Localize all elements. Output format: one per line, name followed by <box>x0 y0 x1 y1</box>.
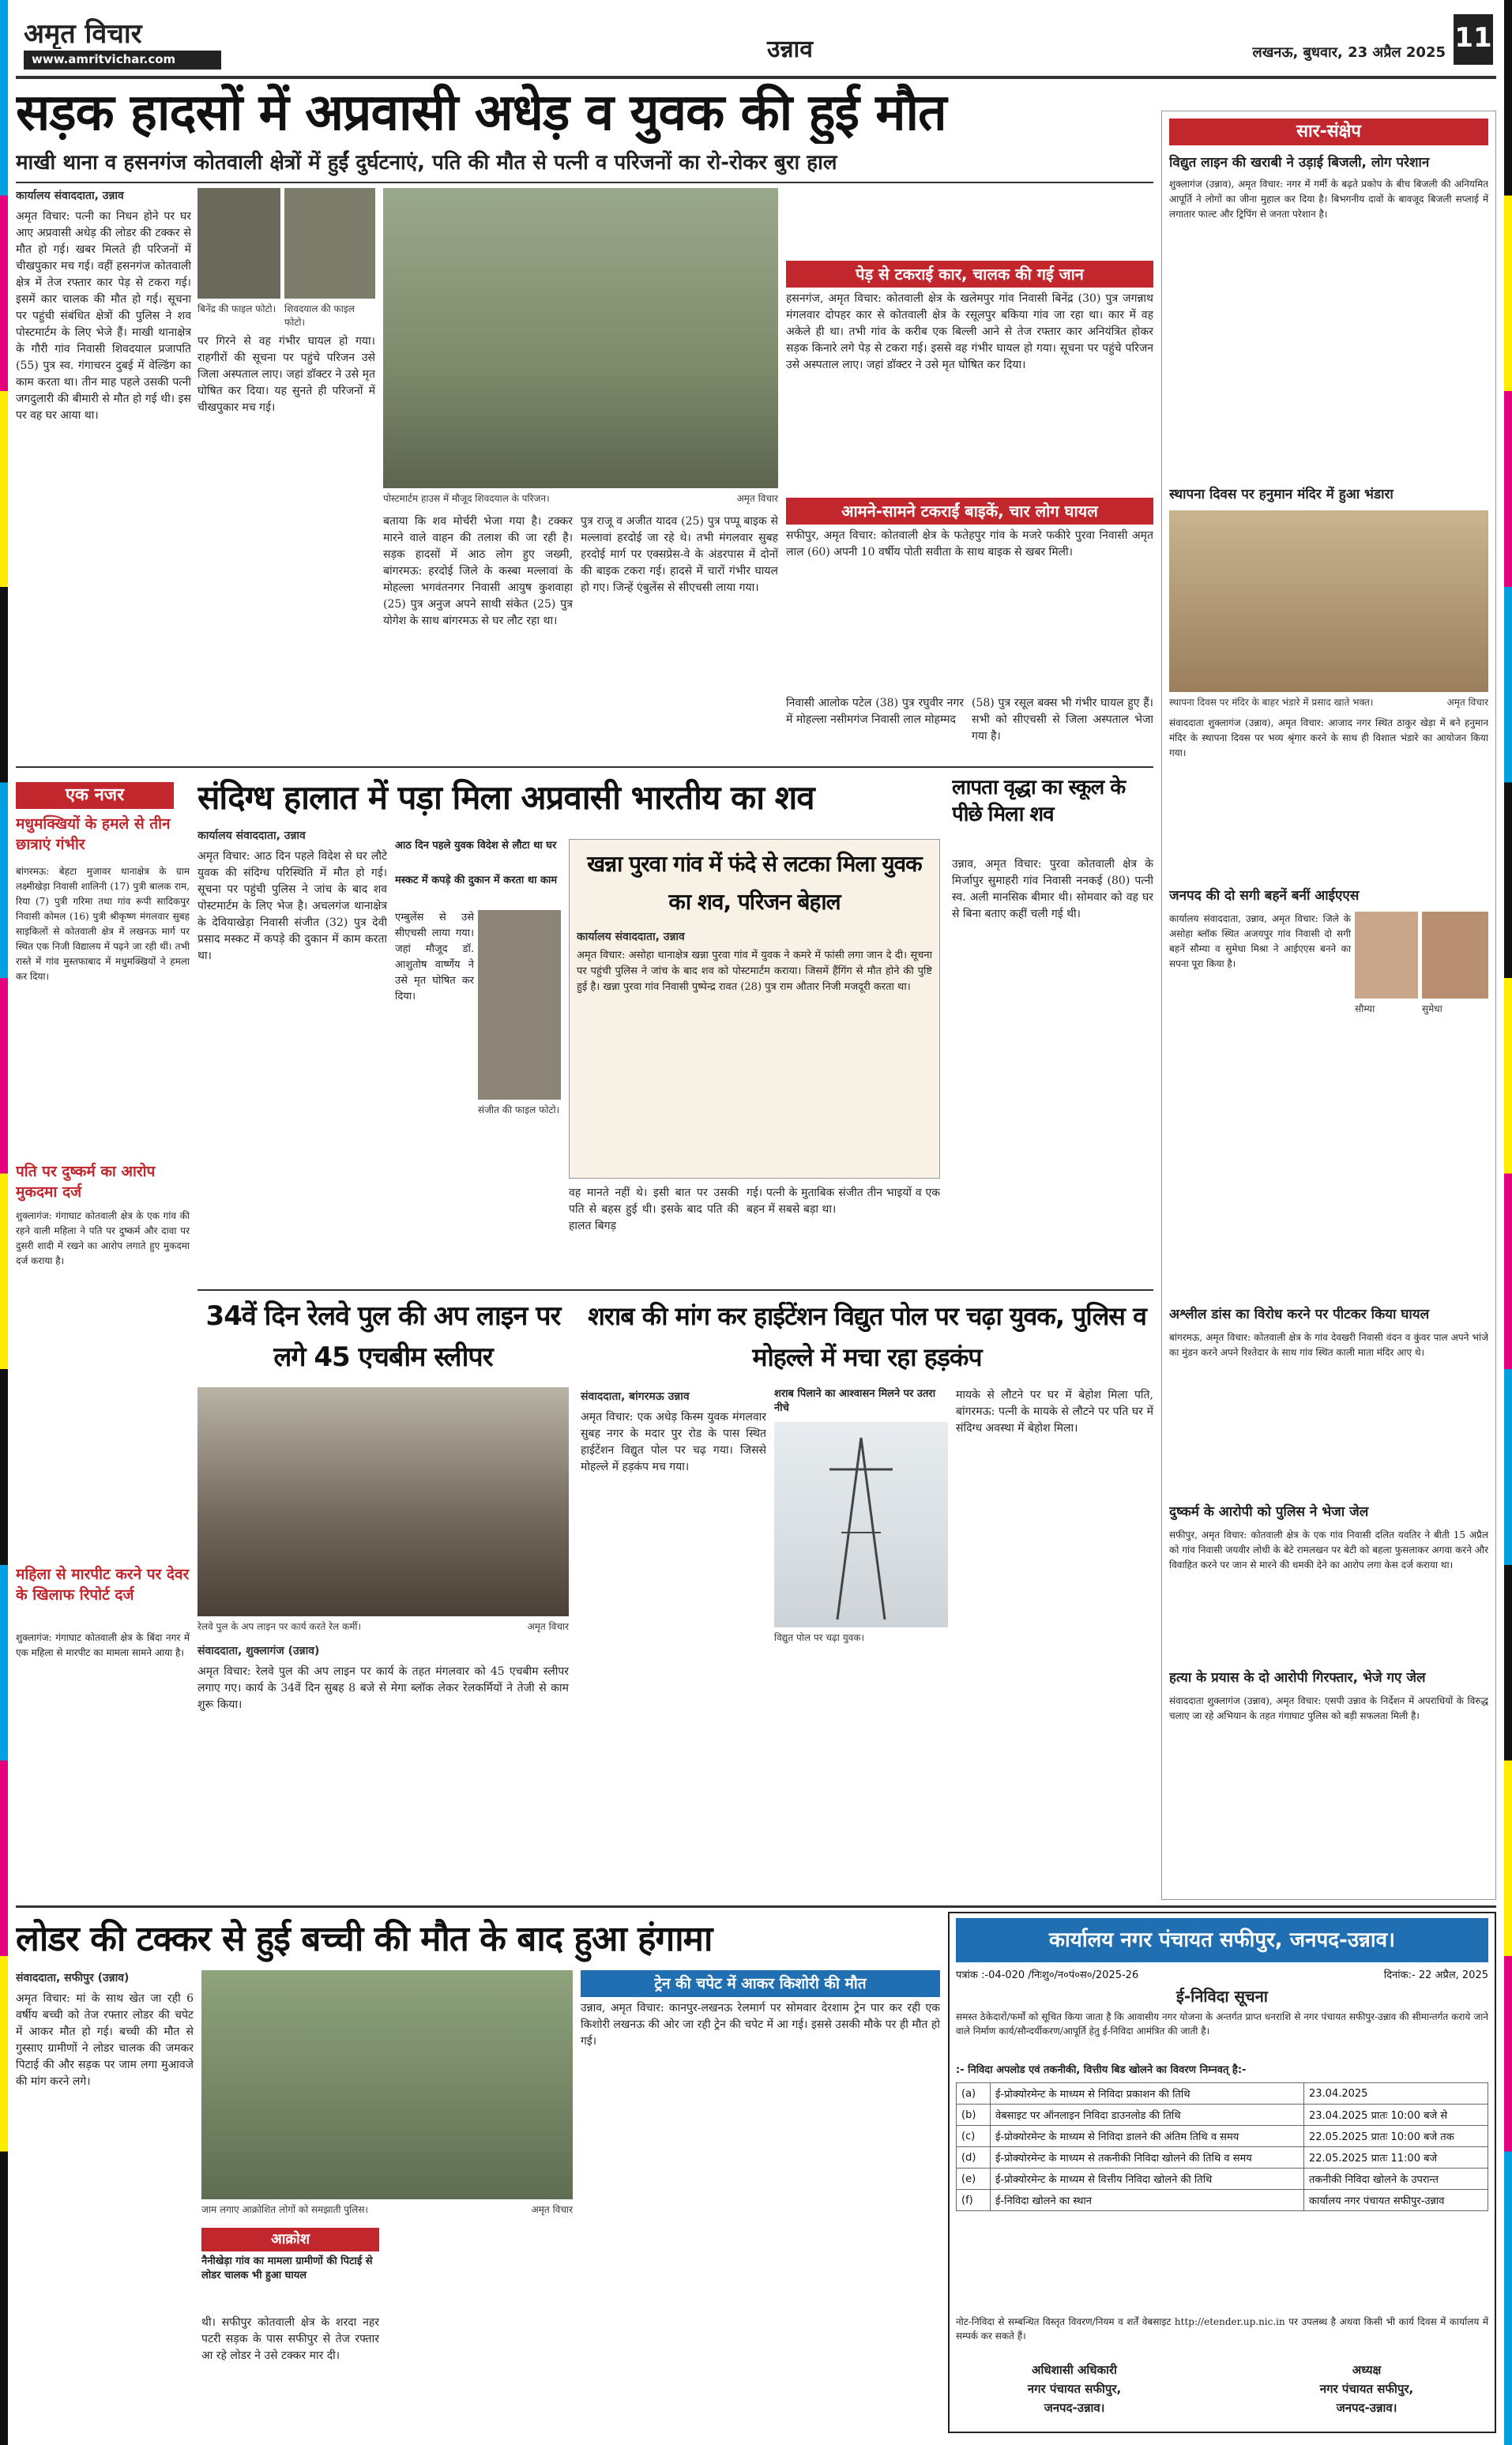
shivdayal-caption: शिवदयाल की फाइल फोटो। <box>284 303 355 328</box>
railway-byline: संवाददाता, शुक्लागंज (उन्नाव) <box>197 1645 320 1657</box>
tender-row-id: (c) <box>957 2126 991 2147</box>
tender-row-id: (d) <box>957 2147 991 2169</box>
newspaper-logo: अमृत विचार <box>24 18 142 49</box>
sidebar-item-1-title: विद्युत लाइन की खराबी ने उड़ाई बिजली, लोग परेशान <box>1169 155 1430 171</box>
loader-body: अमृत विचार: मां के साथ खेत जा रही 6 वर्षीय बच्ची को तेज रफ्तार लोडर की चपेट में आकर मौत हो गई। बच्ची की मौत से गुस्साए ग्रामीणों ने लोडर चालक की जमकर पिटाई की और सड़क पर जाम लगा मुआवजे की मांग करने लगे। <box>16 1992 194 2088</box>
nri-death-body: अमृत विचार: आठ दिन पहले विदेश से घर लौटे युवक की संदिग्ध परिस्थिति में मौत हो गई। सूचना पर पहुंची पुलिस ने जांच के बाद शव पोस्टमार्टम के लिए भेज है। अचलगंज थानाक्षेत्र के देवियाखेड़ा निवासी संजीत (32) पुत्र देवी प्रसाद मस्कट में कपड़े की दुकान में काम करता था। <box>197 850 387 962</box>
tender-row-label: वेबसाइट पर ऑनलाइन निविदा डाउनलोड की तिथि <box>991 2105 1304 2126</box>
sidebar-item-2-body: संवाददाता शुक्लागंज (उन्नाव), अमृत विचार: आजाद नगर स्थित ठाकुर खेड़ा में बने हनुमान मंदिर के स्थापना दिवस पर भव्य श्रृंगार करने के साथ ही विशाल भंडारे का आयोजन किया गया। <box>1169 717 1488 758</box>
akrosh-label: आक्रोश <box>201 2228 379 2251</box>
tender-sign-left-1: अधिशासी अधिकारी <box>1032 2363 1117 2377</box>
sidebar-item-5-title: दुष्कर्म के आरोपी को पुलिस ने भेजा जेल <box>1169 1504 1369 1520</box>
tender-table <box>956 2082 1488 2211</box>
tender-table-caption: :- निविदा अपलोड एवं तकनीकी, वित्तीय बिड खोलने का विवरण निम्नवत् है:- <box>956 2064 1247 2076</box>
sidebar-item-2-title: स्थापना दिवस पर हनुमान मंदिर में हुआ भंडारा <box>1169 487 1394 502</box>
print-registration-bar-right <box>1504 0 1512 2445</box>
lead-body-col4: पुत्र राजू व अजीत यादव (25) पुत्र पप्पू बाइक से मल्लावां हरदोई जा रहे थे। तभी मंगलवार सुबह हरदोई मार्ग पर एक्सप्रेस-वे के अंडरपास में दोनों की बाइक टकरा गई। हादसे में चारों गंभीर घायल हो गए। जिन्हें एंबुलेंस से सीएचसी लाया गया। <box>581 515 778 594</box>
old-woman-body: उन्नाव, अमृत विचार: पुरवा कोतवाली क्षेत्र के मिर्जापुर सुमाहरी गांव निवासी ननकई (80) पत्नी स्व. अली मानसिक बीमार थी। सोमवार को वह घर से बिना बताए कहीं चली गई थी। <box>952 858 1153 920</box>
akrosh-note: नैनीखेड़ा गांव का मामला ग्रामीणों की पिटाई से लोडर चालक भी हुआ घायल <box>201 2255 373 2281</box>
lead-body-col2: पर गिरने से वह गंभीर घायल हो गया। राहगीरों की सूचना पर पहुंचे परिजन उसे जिला अस्पताल लाए। जहां डॉक्टर ने उसे मृत घोषित कर दिया। यह सुनते ही परिजनों में चीखपुकार मच गई। <box>197 335 375 414</box>
masthead <box>16 11 1496 74</box>
sanjit-photo <box>478 910 561 1100</box>
tender-row-value: तकनीकी निविदा खोलने के उपरान्त <box>1304 2169 1488 2190</box>
print-registration-bar-left <box>0 0 8 2445</box>
bottom-section-rule <box>16 1905 1496 1908</box>
khanna-purwa-headline: खन्ना पुरवा गांव में फंदे से लटका मिला युवक का शव, परिजन बेहाल <box>587 851 922 915</box>
sidebar-item-3-body: कार्यालय संवाददाता, उन्नाव, अमृत विचार: जिले के असोहा ब्लॉक स्थित अजयपुर गांव निवासी दो सगी बहनें सौम्या व सुमेधा मिश्रा ने आईएएस बनने का सपना पूरा किया है। <box>1169 913 1351 969</box>
tender-sign-left-3: जनपद-उन्नाव। <box>1044 2401 1105 2415</box>
bhandara-photo <box>1169 510 1488 692</box>
nri-death-headline: संदिग्ध हालात में पड़ा मिला अप्रवासी भारतीय का शव <box>197 778 814 817</box>
tender-row <box>957 2147 1488 2169</box>
nri-death-side: एम्बुलेंस से उसे सीएचसी लाया गया। जहां मौजूद डॉ. आशुतोष वार्ष्णेय ने उसे मृत घोषित कर दिया। <box>395 912 474 1002</box>
sumedha-photo <box>1422 912 1488 999</box>
saumya-caption: सौम्या <box>1355 1003 1375 1014</box>
protest-caption: जाम लगाए आक्रोशित लोगों को समझाती पुलिस। <box>201 2204 368 2215</box>
tender-row <box>957 2083 1488 2105</box>
shivdayal-photo <box>284 188 375 299</box>
postmortem-house-photo <box>383 188 778 488</box>
ek-nazar-label: एक नजर <box>16 782 174 809</box>
nri-death-tail-1: वह मानते नहीं थे। इसी बात पर उसकी पति से बहस हुई थी। इसके बाद पति की हालत बिगड़ <box>569 1187 739 1232</box>
tender-title: ई-निविदा सूचना <box>1176 1987 1268 2006</box>
bike-crash-tail-1: निवासी आलोक पटेल (38) पुत्र रघुवीर नगर में मोहल्ला नसीमगंज निवासी लाल मोहम्मद <box>786 697 964 726</box>
protest-credit: अमृत विचार <box>531 2204 573 2215</box>
tender-row-label: ई-प्रोक्योरमेन्ट के माध्यम से निविदा डालने की अंतिम तिथि व समय <box>991 2126 1304 2147</box>
tender-row-value: 23.04.2025 प्रातः 10:00 बजे से <box>1304 2105 1488 2126</box>
tender-sign-right-1: अध्यक्ष <box>1352 2363 1382 2377</box>
masthead-rule <box>16 76 1496 79</box>
nri-death-note-2: मस्कट में कपड़े की दुकान में करता था काम <box>395 875 558 886</box>
lead-subheadline: माखी थाना व हसनगंज कोतवाली क्षेत्रों में हुईं दुर्घटनाएं, पति की मौत से पत्नी व परिजनों का रो-रोकर बुरा हाल <box>16 151 837 175</box>
pole-caption: विद्युत पोल पर चढ़ा युवक। <box>774 1632 865 1643</box>
tender-row-label: ई-प्रोक्योरमेन्ट के माध्यम से तकनीकी निविदा खोलने की तिथि व समय <box>991 2147 1304 2169</box>
railway-caption: रेलवे पुल के अप लाइन पर कार्य करते रेल कर्मी। <box>197 1621 362 1632</box>
tender-sign-left-2: नगर पंचायत सफीपुर, <box>1027 2382 1122 2396</box>
tender-note: नोट-निविदा से सम्बन्धित विस्तृत विवरण/नियम व शर्तें वेबसाइट http://etender.up.nic.in पर उपलब्ध है अथवा किसी भी कार्य दिवस में कार्यालय में सम्पर्क कर सकते हैं। <box>956 2316 1488 2342</box>
tender-office: कार्यालय नगर पंचायत सफीपुर, जनपद-उन्नाव। <box>956 1918 1488 1962</box>
bhandara-caption: स्थापना दिवस पर मंदिर के बाहर भंडारे में प्रसाद खाते भक्त। <box>1169 697 1374 708</box>
tree-crash-body: हसनगंज, अमृत विचार: कोतवाली क्षेत्र के खलेमपुर गांव निवासी बिनेंद्र (30) पुत्र जगन्नाथ मंगलवार दोपहर कार से कोतवाली क्षेत्र के रसूलपुर बकिया गांव जा रहा था। कार में वह अकेले ही था। तभी गांव के करीब एक बिल्ली आने से तेज रफ्तार कार अनियंत्रित होकर सड़क किनारे लगे पेड़ से टकरा गई। इससे वह गंभीर घायल हो गया। सूचना पर पहुंचे परिजन उसे अस्पताल लाए। जहां डॉक्टर ने उसे मृत घोषित कर दिया। <box>786 292 1153 371</box>
tender-ref: पत्रांक :-04-020 /निःशु०/न०पं०स०/2025-26 <box>956 1969 1139 1981</box>
sidebar-item-1-body: शुक्लागंज (उन्नाव), अमृत विचार: नगर में गर्मी के बढ़ते प्रकोप के बीच बिजली की अनियमित आपूर्ति ने लोगों का जीना मुहाल कर दिया है। बिभगनीय दावों के बावजूद बिजली सप्लाई में लगातार फाल्ट और ट्रिपिंग से जनता परेशान है। <box>1169 179 1488 220</box>
liquor-byline: संवाददाता, बांगरमऊ उन्नाव <box>581 1390 690 1403</box>
nri-death-tail-2: गई। पत्नी के मुताबिक संजीत तीन भाइयों व एक बहन में सबसे बड़ा था। <box>747 1187 940 1216</box>
tender-row-value: 23.04.2025 <box>1304 2083 1488 2105</box>
nri-death-byline: कार्यालय संवाददाता, उन्नाव <box>197 829 306 842</box>
saumya-photo <box>1355 912 1418 999</box>
liquor-body-2: मायके से लौटने पर घर में बेहोश मिला पति, बांगरमऊ: पत्नी के मायके से लौटने पर पति घर में संदिग्ध अवस्था में बेहोश मिला। <box>956 1389 1153 1435</box>
sidebar-item-4-title: अश्लील डांस का विरोध करने पर पीटकर किया घायल <box>1169 1307 1430 1322</box>
sidebar-item-3-title: जनपद की दो सगी बहनें बनीं आईएएस <box>1169 888 1360 904</box>
tender-sign-right-3: जनपद-उन्नाव। <box>1336 2401 1397 2415</box>
tender-row-id: (a) <box>957 2083 991 2105</box>
sidebar-item-5-body: सफीपुर, अमृत विचार: कोतवाली क्षेत्र के एक गांव निवासी दलित यवतिर ने बीती 15 अप्रैल को गांव निवासी जयवीर लोधी के बेटे रामलखन पर बेटी को बहला फुसलाकर अगवा करने और विवाहित करने पर जान से मारने की धमकी देने का आरोप लगा केस दर्ज कराया था। <box>1169 1529 1488 1570</box>
khanna-purwa-byline: कार्यालय संवाददाता, उन्नाव <box>577 931 685 943</box>
lead-byline: कार्यालय संवाददाता, उन्नाव <box>16 190 124 202</box>
sidebar-item-6-title: हत्या के प्रयास के दो आरोपी गिरफ्तार, भेजे गए जेल <box>1169 1670 1426 1686</box>
loader-byline: संवाददाता, सफीपुर (उन्नाव) <box>16 1972 130 1984</box>
protest-photo <box>201 1970 573 2199</box>
tender-intro: समस्त ठेकेदारों/फर्मों को सूचित किया जाता है कि आवासीय नगर योजना के अन्तर्गत प्राप्त धनराशि से नगर पंचायत सफीपुर-उन्नाव की सीमान्तर्गत कराये जाने वाले निर्माण कार्य/सौन्दर्यीकरण/आपूर्ति हेतु ई-निविदा आमंत्रित की जाती है। <box>956 2011 1488 2037</box>
tender-row <box>957 2105 1488 2126</box>
train-title: ट्रेन की चपेट में आकर किशोरी की मौत <box>581 1970 940 1997</box>
sidebar-label: सार-संक्षेप <box>1169 118 1488 145</box>
binendra-caption: बिनेंद्र की फाइल फोटो। <box>197 303 276 314</box>
loader-body-2: थी। सफीपुर कोतवाली क्षेत्र के शरदा नहर पटरी सड़क के पास सफीपुर से तेज रफ्तार आ रहे लोडर ने उसे टक्कर मार दी। <box>201 2316 379 2362</box>
bike-crash-body: सफीपुर, अमृत विचार: कोतवाली क्षेत्र के फतेहपुर गांव के मजरे फकीरे पुरवा निवासी अमृत लाल (60) अपनी 10 वर्षीय पोती सवीता के साथ बाइक से खबर मिली। <box>786 529 1153 559</box>
tree-crash-title: पेड़ से टकराई कार, चालक की गई जान <box>786 261 1153 288</box>
lead-body-col3: बताया कि शव मोर्चरी भेजा गया है। टक्कर मारने वाले वाहन की तलाश की जा रही है। सड़क हादसों में आठ लोग हुए जख्मी, बांगरमऊ: हरदोई जिले के कस्बा मल्लावां के मोहल्ला भगवंतनगर निवासी आयुष कुशवाहा (25) पुत्र अनुज अपने साथी संकेत (25) पुत्र योगेश के साथ बांगरमऊ से घर लौट रहा था। <box>383 515 573 627</box>
railway-headline: 34वें दिन रेलवे पुल की अप लाइन पर लगे 45 एचबीम स्लीपर <box>205 1300 561 1373</box>
tender-row <box>957 2190 1488 2211</box>
khanna-purwa-body: अमृत विचार: असोहा थानाक्षेत्र खन्ना पुरवा गांव में युवक ने कमरे में फांसी लगा जान दे दी। सूचना पर पहुंची पुलिस ने जांच के बाद शव को पोस्टमार्टम कराया। जिसमें हैंगिंग से मौत होने की पुष्टि हुई है। खन्ना पुरवा गांव निवासी पुष्पेन्द्र रावत (28) पुत्र राम औतार निजी मजदूरी करता था। <box>577 950 932 993</box>
tender-row-label: ई-प्रोक्योरमेन्ट के माध्यम से वित्तीय निविदा खोलने की तिथि <box>991 2169 1304 2190</box>
nri-death-note-1: आठ दिन पहले युवक विदेश से लौटा था घर <box>395 840 557 852</box>
lead-headline: सड़क हादसों में अप्रवासी अधेड़ व युवक की हुई मौत <box>16 84 946 142</box>
binendra-photo <box>197 188 280 299</box>
tender-row <box>957 2126 1488 2147</box>
section-rule-1 <box>16 766 1153 768</box>
liquor-headline: शराब की मांग कर हाईटेंशन विद्युत पोल पर चढ़ा युवक, पुलिस व मोहल्ले में मचा रहा हड़कंप <box>588 1301 1146 1372</box>
page-number: 11 <box>1454 14 1493 65</box>
tender-row-label: ई-निविदा खोलने का स्थान <box>991 2190 1304 2211</box>
liquor-note: शराब पिलाने का आश्वासन मिलने पर उतरा नीचे <box>774 1388 936 1414</box>
train-body: उन्नाव, अमृत विचार: कानपुर-लखनऊ रेलमार्ग पर सोमवार देरशाम ट्रेन पार कर रही एक किशोरी लखनऊ की ओर जा रही ट्रेन की चपेट में आ गई। इससे उसकी मौके पर ही मौत हो गई। <box>581 2002 940 2048</box>
tender-row-label: ई-प्रोक्योरमेन्ट के माध्यम से निविदा प्रकाशन की तिथि <box>991 2083 1304 2105</box>
pole-drawing <box>774 1422 948 1627</box>
loader-headline: लोडर की टक्कर से हुई बच्ची की मौत के बाद हुआ हंगामा <box>16 1919 713 1959</box>
ek-nazar-item-1-body: बांगरमऊ: बेहटा मुजावर थानाक्षेत्र के ग्राम लक्ष्मीखेड़ा निवासी शालिनी (17) पुत्री बालक राम, रिया (7) पुत्री गरिमा तथा गांव रूपी सादिकपुर निवासी कोमल (16) पुत्री श्रीकृष्ण मंगलवार सुबह साइकिलों से कोतवाली क्षेत्र में लखनऊ मार्ग पर स्थित एक निजी विद्यालय में पढ़ने जा रही थीं। तभी रास्ते में गांव मुस्तफाबाद में मधुमक्खियों ने हमला कर दिया। <box>16 866 190 982</box>
postmortem-caption: पोस्टमार्टम हाउस में मौजूद शिवदयाल के परिजन। <box>383 493 550 504</box>
tender-row-value: 22.05.2025 प्रातः 10:00 बजे तक <box>1304 2126 1488 2147</box>
railway-body: अमृत विचार: रेलवे पुल की अप लाइन पर कार्य के तहत मंगलवार को 45 एचबीम स्लीपर लगाए गए। कार्य के 34वें दिन सुबह 8 बजे से मेगा ब्लॉक लेकर रेलकर्मियों ने तेजी से काम शुरू किया। <box>197 1665 569 1711</box>
ek-nazar-item-2-title: पति पर दुष्कर्म का आरोप मुकदमा दर्ज <box>16 1163 156 1201</box>
lead-body-col1: अमृत विचार: पत्नी का निधन होने पर घर आए अप्रवासी अधेड़ की लोडर की टक्कर से मौत हो गई। खबर मिलते ही परिजनों में चीखपुकार मच गई। वहीं हसनगंज कोतवाली क्षेत्र में तेज रफ्तार कार पेड़ से टकरा गई। इसमें कार चालक की मौत हो गई। सूचना पर पहुंची संबंधित क्षेत्रों की पुलिस ने शव पोस्टमार्टम के लिए भेजे हैं। माखी थानाक्षेत्र के गौरी गांव निवासी शिवदयाल प्रजापति (55) पुत्र स्व. गंगाचरन दुबई में वेल्डिंग का काम करता था। तीन माह पहले उसकी पत्नी जगदुलारी की बीमारी से मौत हो गई थी। इस पर वह घर आया था। <box>16 210 191 422</box>
railway-bridge-photo <box>197 1387 569 1616</box>
ek-nazar-item-3-body: शुक्लागंज: गंगाघाट कोतवाली क्षेत्र के बिंदा नगर में एक महिला से मारपीट का मामला सामने आया है। <box>16 1632 190 1658</box>
tender-date: दिनांक:- 22 अप्रैल, 2025 <box>1383 1969 1488 1981</box>
sanjit-caption: संजीत की फाइल फोटो। <box>478 1104 560 1115</box>
section-title: उन्नाव <box>767 36 813 63</box>
bhandara-credit: अमृत विचार <box>1446 697 1488 708</box>
website-url: www.amritvichar.com <box>24 51 221 70</box>
sidebar-item-4-body: बांगरमऊ, अमृत विचार: कोतवाली क्षेत्र के गांव देवखरी निवासी वंदन व कुंवर पाल अपने भांजे का मुंडन करने अपने रिश्तेदार के साथ गांव स्थित काली माता मंदिर आए थे। <box>1169 1332 1488 1358</box>
tender-row-id: (b) <box>957 2105 991 2126</box>
sumedha-caption: सुमेधा <box>1422 1003 1442 1014</box>
lead-rule <box>16 182 1153 183</box>
section-rule-2 <box>197 1289 1153 1291</box>
old-woman-headline: लापता वृद्धा का स्कूल के पीछे मिला शव <box>952 776 1126 826</box>
tender-row-value: कार्यालय नगर पंचायत सफीपुर-उन्नाव <box>1304 2190 1488 2211</box>
bike-crash-tail-2: (58) पुत्र रसूल बक्स भी गंभीर घायल हुए हैं। सभी को सीएचसी से जिला अस्पताल भेजा गया है। <box>972 697 1153 743</box>
postmortem-credit: अमृत विचार <box>736 493 778 504</box>
bike-crash-title: आमने-सामने टकराईं बाइकें, चार लोग घायल <box>786 498 1153 525</box>
ek-nazar-item-2-body: शुक्लागंज: गंगाघाट कोतवाली क्षेत्र के एक गांव की रहने वाली महिला ने पति पर दुष्कर्म और दावा पर दुसरी शादी में रखने का आरोप लगाते हुए मुकदमा दर्ज कराया है। <box>16 1210 190 1266</box>
tender-row <box>957 2169 1488 2190</box>
tender-row-id: (e) <box>957 2169 991 2190</box>
tender-sign-right-2: नगर पंचायत सफीपुर, <box>1319 2382 1414 2396</box>
dateline: लखनऊ, बुधवार, 23 अप्रैल 2025 <box>1252 44 1446 61</box>
sidebar-item-6-body: संवाददाता शुक्लागंज (उन्नाव), अमृत विचार: एसपी उन्नाव के निर्देशन में अपराधियों के विरुद्ध चलाए जा रहे अभियान के तहत गंगाघाट पुलिस को बड़ी सफलता मिली है। <box>1169 1695 1488 1721</box>
tender-row-value: 22.05.2025 प्रातः 11:00 बजे <box>1304 2147 1488 2169</box>
railway-credit: अमृत विचार <box>527 1621 569 1632</box>
tender-row-id: (f) <box>957 2190 991 2211</box>
ek-nazar-item-1-title: मधुमक्खियों के हमले से तीन छात्राएं गंभीर <box>16 815 171 853</box>
liquor-body: अमृत विचार: एक अधेड़ किस्म युवक मंगलवार सुबह नगर के मदार पुर रोड के पास स्थित हाईटेंशन विद्युत पोल पर चढ़ गया। जिससे मोहल्ले में हड़कंप मच गया। <box>581 1411 766 1473</box>
ek-nazar-item-3-title: महिला से मारपीट करने पर देवर के खिलाफ रिपोर्ट दर्ज <box>16 1566 190 1604</box>
